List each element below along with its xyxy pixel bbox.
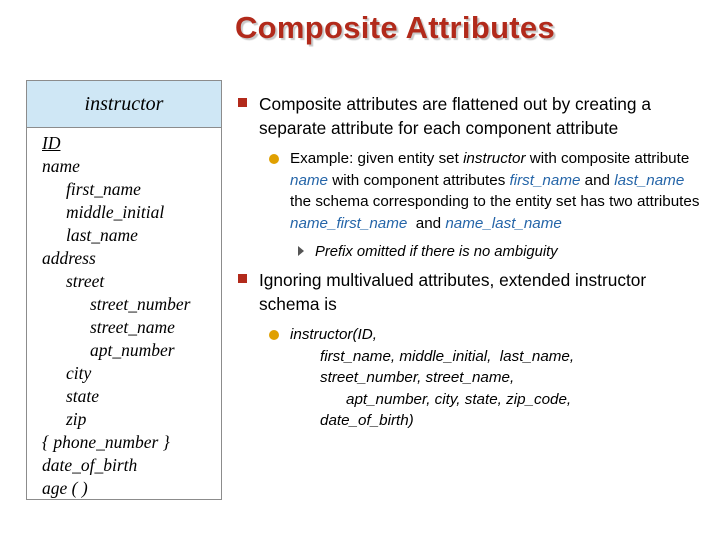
- dot-bullet-icon: [269, 330, 279, 340]
- entity-box: [26, 80, 222, 500]
- attribute-list: [27, 128, 221, 500]
- attribute: first_name: [66, 179, 141, 199]
- text-run: with component attributes: [328, 171, 510, 189]
- bullet-text: Composite attributes are flattened out by creating a separate attribute for each component attribute: [259, 94, 651, 138]
- attribute: street_name: [90, 317, 175, 337]
- sub-bullet-point: [238, 148, 708, 234]
- square-bullet-icon: [238, 98, 247, 107]
- bullet-point: [238, 92, 708, 140]
- attribute: street: [66, 271, 105, 291]
- attribute: address: [42, 248, 96, 268]
- attribute: state: [66, 386, 100, 406]
- attribute-key: ID: [42, 133, 61, 153]
- attribute: street_number: [90, 294, 191, 314]
- attribute: last_name: [66, 225, 138, 245]
- bullet-point: [238, 268, 708, 316]
- attribute: name: [42, 156, 80, 176]
- attribute-derived: age ( ): [42, 478, 88, 498]
- text-run: Example: given entity set: [290, 150, 464, 167]
- bullet-text: Ignoring multivalued attributes, extended instructor schema is: [259, 270, 647, 314]
- sub-bullet-schema: [238, 324, 708, 432]
- text-run: with composite attribute: [525, 150, 690, 167]
- dot-bullet-icon: [269, 154, 279, 164]
- schema-line: street_number, street_name,: [320, 369, 515, 386]
- highlight-term: name: [290, 171, 328, 189]
- highlight-term: name_first_name: [290, 214, 408, 232]
- bullet-text: Prefix omitted if there is no ambiguity: [315, 244, 558, 260]
- highlight-term: name_last_name: [445, 214, 562, 232]
- triangle-bullet-icon: [298, 246, 304, 256]
- bullet-list: [238, 92, 708, 440]
- schema-line: apt_number, city, state, zip_code,: [346, 390, 572, 408]
- attribute: city: [66, 363, 92, 383]
- text-run: the schema corresponding to the entity set has two attributes: [290, 193, 700, 210]
- highlight-term: last_name: [614, 171, 685, 189]
- attribute: middle_initial: [66, 202, 165, 222]
- attribute: apt_number: [90, 340, 175, 360]
- text-run: instructor: [463, 150, 526, 167]
- sub-sub-bullet-point: [238, 242, 708, 262]
- highlight-term: first_name: [509, 171, 581, 189]
- square-bullet-icon: [238, 274, 247, 283]
- attribute: date_of_birth: [42, 455, 138, 475]
- schema-line: instructor(ID,: [290, 326, 377, 343]
- schema-line: first_name, middle_initial, last_name,: [320, 347, 575, 365]
- text-run: and: [407, 214, 446, 232]
- slide-title: Composite Attributes: [234, 10, 556, 45]
- attribute: zip: [66, 409, 87, 429]
- entity-name: instructor: [27, 81, 221, 128]
- attribute-multivalued: { phone_number }: [42, 432, 170, 452]
- schema-line: date_of_birth): [320, 412, 414, 429]
- text-run: and: [580, 171, 615, 189]
